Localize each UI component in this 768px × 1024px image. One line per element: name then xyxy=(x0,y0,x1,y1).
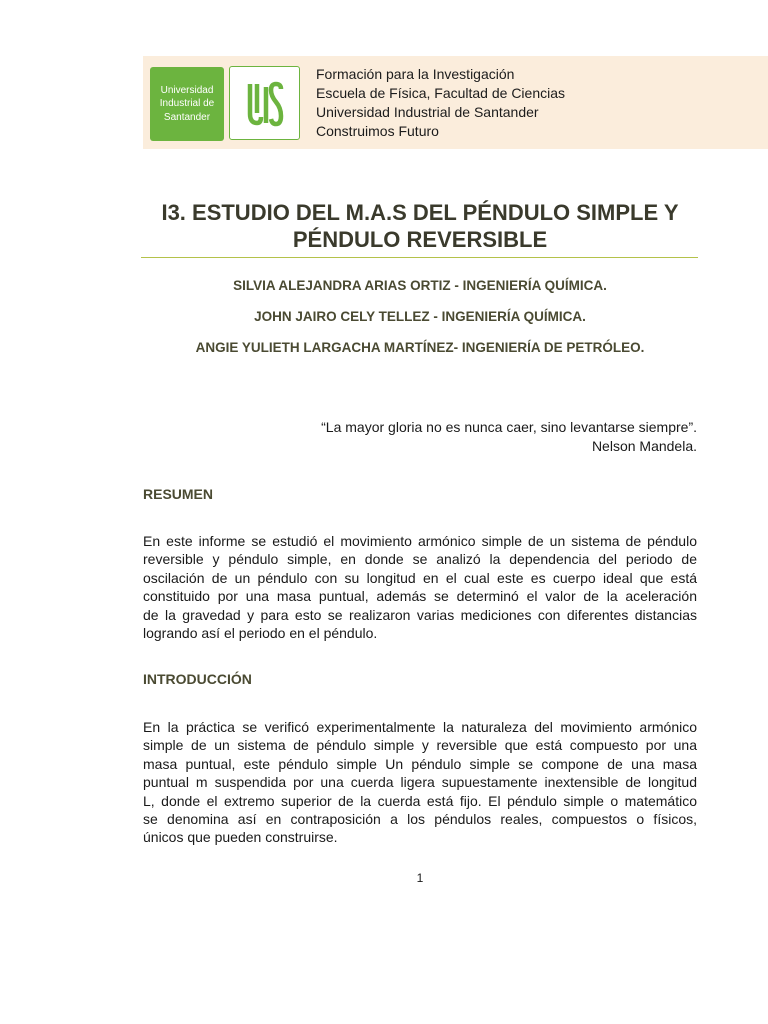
quote-text: “La mayor gloria no es nunca caer, sino levantarse siempre”. xyxy=(321,419,697,435)
title-line: I3. ESTUDIO DEL M.A.S DEL PÉNDULO SIMPLE Y xyxy=(161,200,679,225)
paragraph-line: simple de un sistema de péndulo simple y reversible que está compuesto por una xyxy=(143,737,697,754)
paragraph-line: masa puntual, este péndulo simple Un péndulo simple se compone de una masa xyxy=(143,755,697,772)
quote-author: Nelson Mandela. xyxy=(591,438,697,454)
document-title xyxy=(143,199,697,253)
paragraph-line: L, donde el extremo superior de la cuerda está fijo. El péndulo simple o matemático xyxy=(143,792,697,809)
uis-logo xyxy=(229,66,300,140)
author-line: SILVIA ALEJANDRA ARIAS ORTIZ - INGENIERÍA QUÍMICA. xyxy=(233,278,607,293)
institution-info xyxy=(316,65,565,141)
paragraph-line: únicos que pueden construirse. xyxy=(143,829,338,846)
author-line: JOHN JAIRO CELY TELLEZ - INGENIERÍA QUÍMICA. xyxy=(254,309,586,324)
institution-line: Universidad Industrial de Santander xyxy=(316,104,539,120)
section-heading-introduccion: INTRODUCCIÓN xyxy=(143,671,252,687)
paragraph-line: constituido por una masa puntual, además se determinó el valor de la aceleración xyxy=(143,588,697,605)
logo-line: Industrial de xyxy=(159,98,215,110)
page-number: 1 xyxy=(416,871,424,885)
uis-monogram-icon xyxy=(230,67,301,141)
paragraph-line: En la práctica se verificó experimentalmente la naturaleza del movimiento armónico xyxy=(143,719,697,735)
institution-line: Escuela de Física, Facultad de Ciencias xyxy=(316,85,566,101)
paragraph-line: reversible y péndulo simple, en donde se analizó la dependencia del periodo de xyxy=(143,551,697,568)
author-line: ANGIE YULIETH LARGACHA MARTÍNEZ- INGENIERÍA DE PETRÓLEO. xyxy=(195,340,645,355)
title-line: PÉNDULO REVERSIBLE xyxy=(292,227,548,252)
logo-line: Santander xyxy=(163,111,211,123)
paragraph-introduccion xyxy=(143,718,697,847)
paragraph-line: En este informe se estudió el movimiento armónico simple de un sistema de péndulo xyxy=(143,533,697,549)
section-heading-resumen: RESUMEN xyxy=(143,486,214,502)
logo-line: Universidad xyxy=(160,84,214,96)
paragraph-line: se denomina así en contraposición a los péndulos reales, compuestos o físicos, xyxy=(143,811,697,828)
epigraph-quote xyxy=(240,418,697,456)
paragraph-line: oscilación de un péndulo con su longitud en el cual este es cuerpo ideal que está xyxy=(143,569,697,586)
paragraph-line: logrando así el periodo en el péndulo. xyxy=(143,625,378,642)
paragraph-resumen xyxy=(143,532,697,642)
university-logo xyxy=(150,67,224,141)
title-divider xyxy=(141,257,698,258)
paragraph-line: de la gravedad y para esto se realizaron varias mediciones con diferentes distancias xyxy=(143,606,697,623)
institution-line: Construimos Futuro xyxy=(316,123,439,139)
institution-line: Formación para la Investigación xyxy=(316,66,515,82)
paragraph-line: puntual m suspendida por una cuerda ligera supuestamente inextensible de longitud xyxy=(143,774,697,791)
